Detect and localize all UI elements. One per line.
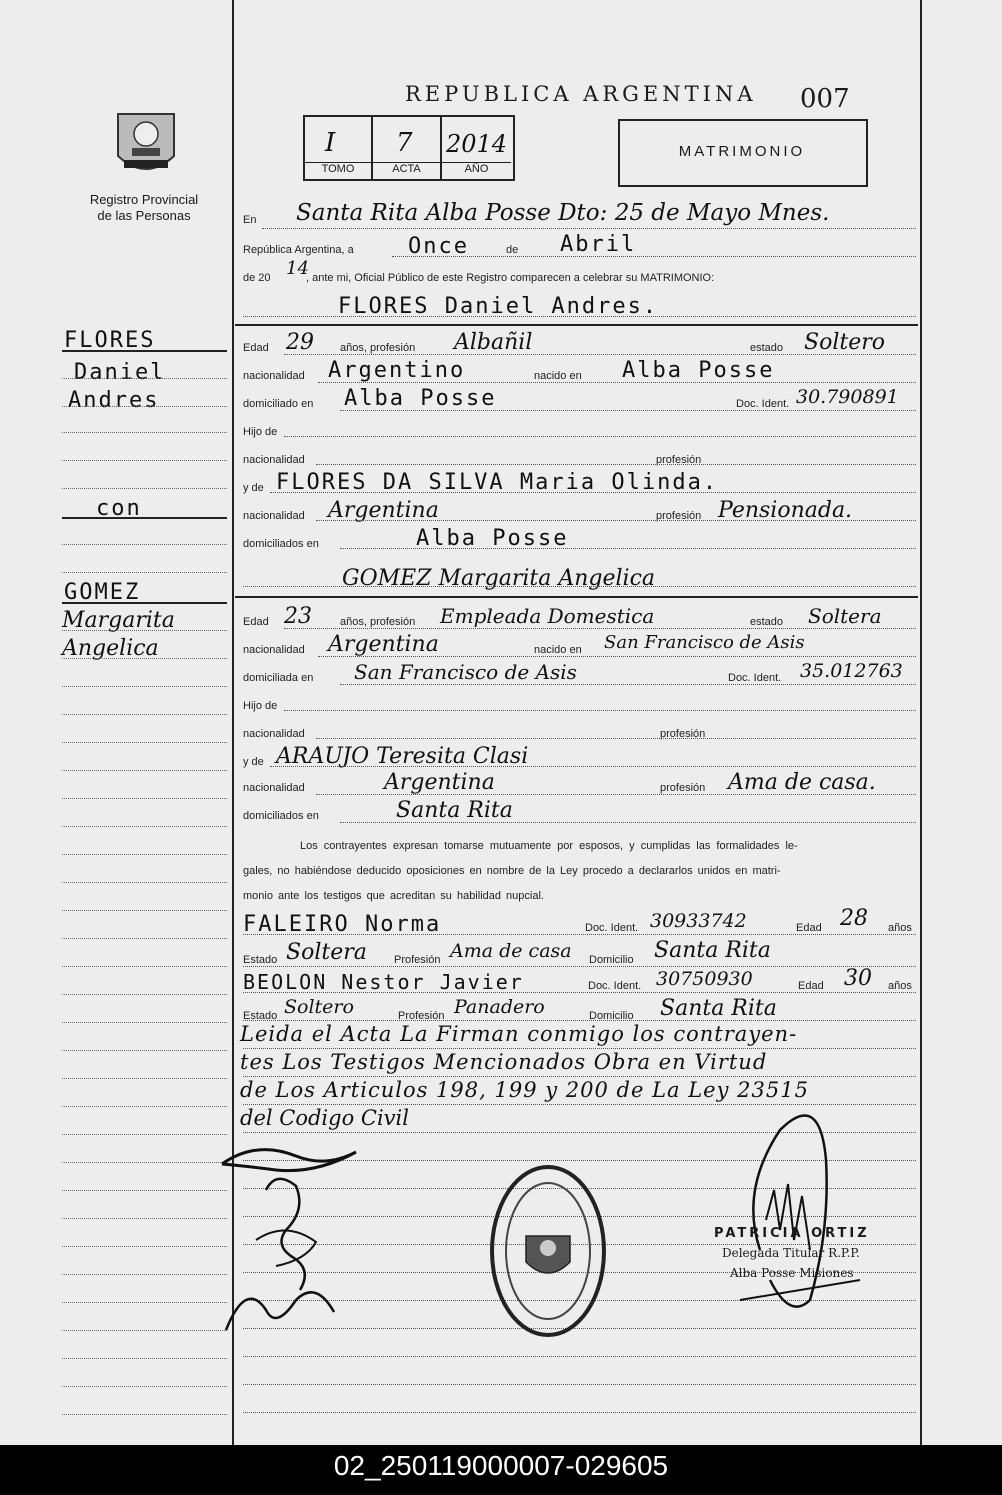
appearance-statement: , ante mi, Oficial Público de este Registro comparecen a celebrar su MATRIMONIO:	[306, 272, 715, 284]
spouse1-parents-domicile: Alba Posse	[416, 526, 569, 551]
rule-spouse2-3	[340, 684, 916, 685]
spouse2-edad-label: Edad	[243, 616, 269, 628]
spouse1-father-prof-label: profesión	[656, 454, 702, 466]
spouse2-full-name: GOMEZ Margarita Angelica	[342, 566, 656, 591]
closing-line1: Leida el Acta La Firman conmigo los contrayen-	[240, 1022, 798, 1046]
spouse2-hijo-label: Hijo de	[243, 700, 278, 712]
rule-spouse1-father	[284, 436, 916, 437]
witness1-doc-label: Doc. Ident.	[585, 922, 639, 934]
de-label: de	[506, 244, 519, 256]
year-prefix: de 20	[243, 272, 271, 284]
acta-value: 7	[396, 128, 413, 158]
spouse1-domicile: Alba Posse	[344, 386, 497, 411]
margin-spouse2-surname: GOMEZ	[64, 580, 141, 605]
rule-spouse1-name	[243, 316, 916, 317]
witness2-edad-label: Edad	[798, 980, 824, 992]
rule-spouse2-father-nat	[316, 738, 916, 739]
tomo-value: I	[325, 128, 336, 158]
margin-spouse2-name1: Margarita	[62, 608, 175, 633]
spouse1-profesion-label: años, profesión	[340, 342, 416, 354]
file-id: 02_250119000007-029605	[333, 1450, 669, 1481]
closing-line4: del Codigo Civil	[240, 1106, 409, 1130]
margin-spouse1-name1: Daniel	[74, 360, 166, 385]
spouse1-edad-label: Edad	[243, 342, 269, 354]
spouse2-parents-domicile: Santa Rita	[396, 798, 513, 823]
spouse1-mother-nationality: Argentina	[328, 498, 439, 523]
spouse2-estado-label: estado	[750, 616, 784, 628]
registry-name-line1: Registro Provincial	[89, 192, 199, 207]
spouse1-nacido-label: nacido en	[534, 370, 582, 382]
rule-spouse2-2	[318, 656, 916, 657]
rule-spouse1-mother-nat	[316, 520, 916, 521]
spouse1-estado-label: estado	[750, 342, 784, 354]
closing-line2: tes Los Testigos Mencionados Obra en Virtud	[240, 1050, 768, 1074]
rule-spouse2-name	[243, 586, 916, 587]
spouse2-parents-dom-label: domiciliados en	[243, 810, 319, 822]
spouse2-mother-nat-label: nacionalidad	[243, 782, 305, 794]
spouse1-father-nat-label: nacionalidad	[243, 454, 305, 466]
margin-underline-1	[62, 350, 227, 352]
registry-seal-stamp	[488, 1162, 608, 1340]
spouse2-nacionalidad-label: nacionalidad	[243, 644, 305, 656]
spouse2-mother-profession: Ama de casa.	[728, 770, 876, 795]
spouse1-mother-profession: Pensionada.	[718, 498, 853, 523]
rule-spouse1-3	[340, 410, 916, 411]
margin-underline-3	[62, 602, 227, 604]
spouse1-yde-label: y de	[243, 482, 264, 494]
spouse1-doc-number: 30.790891	[796, 386, 899, 408]
witness2-domicile: Santa Rita	[660, 996, 777, 1021]
officer-stamp-name: PATRICIA ORTIZ	[714, 1226, 870, 1241]
closing-line3: de Los Articulos 198, 199 y 200 de La Ley 23515	[240, 1078, 809, 1102]
spouse2-domicile: San Francisco de Asis	[354, 660, 577, 684]
witness1-age: 28	[840, 906, 868, 931]
ceremony-month: Abril	[560, 232, 637, 257]
tomo-label: TOMO	[305, 162, 371, 175]
rule-spouse1-father-nat	[316, 464, 916, 465]
spouse2-father-nat-label: nacionalidad	[243, 728, 305, 740]
spouse2-mother-prof-label: profesión	[660, 782, 706, 794]
spouse1-profession: Albañil	[454, 330, 533, 355]
spouse2-yde-label: y de	[243, 756, 264, 768]
spouse2-section-divider	[235, 596, 918, 598]
margin-spouse1-name2: Andres	[68, 388, 160, 413]
spouse2-mother-nationality: Argentina	[384, 770, 495, 795]
rule-spouse1-2	[318, 382, 916, 383]
acta-label: ACTA	[373, 162, 440, 175]
witness2-age: 30	[844, 966, 872, 991]
witness2-doc: 30750930	[656, 968, 753, 990]
declaration-line1: Los contrayentes expresan tomarse mutuamente por esposos, y cumplidas las formalidades le-	[300, 840, 798, 852]
officer-stamp-place: Alba Posse Misiones	[730, 1266, 854, 1280]
registry-name-line2: de las Personas	[97, 208, 191, 223]
country-heading: REPUBLICA ARGENTINA	[405, 82, 757, 106]
witness2-status: Soltero	[284, 996, 354, 1018]
witness2-doc-label: Doc. Ident.	[588, 980, 642, 992]
spouse1-mother-nat-label: nacionalidad	[243, 510, 305, 522]
rule-spouse2-father	[284, 710, 916, 711]
anio-value: 2014	[446, 130, 508, 158]
rule-spouse1-mother	[270, 492, 916, 493]
spouse1-mother-name: FLORES DA SILVA Maria Olinda.	[276, 470, 719, 495]
file-id-bar	[0, 1445, 1002, 1495]
witness2-domicilio-label: Domicilio	[589, 1010, 634, 1022]
rule-spouse1-parents-dom	[340, 548, 916, 549]
ceremony-place: Santa Rita Alba Posse Dto: 25 de Mayo Mnes.	[296, 200, 830, 226]
witness1-estado-label: Estado	[243, 954, 278, 966]
spouse2-profession: Empleada Domestica	[440, 604, 655, 628]
rule-spouse2-mother	[270, 766, 916, 767]
witness2-profesion-label: Profesión	[398, 1010, 445, 1022]
rule-witness1-2	[243, 966, 916, 967]
rule-witness2-1	[243, 992, 916, 993]
spouse1-section-divider	[235, 324, 918, 326]
spouse1-mother-prof-label: profesión	[656, 510, 702, 522]
spouse1-parents-dom-label: domiciliados en	[243, 538, 319, 550]
spouse2-doc-number: 35.012763	[800, 660, 903, 682]
spouse2-mother-name: ARAUJO Teresita Clasi	[276, 744, 529, 769]
margin-spouse1-surname: FLORES	[64, 328, 156, 353]
spouse1-nacionalidad-label: nacionalidad	[243, 370, 305, 382]
witness1-anos-label: años	[888, 922, 912, 934]
witness1-name: FALEIRO Norma	[243, 912, 442, 937]
signatures-block	[216, 1130, 366, 1350]
witness2-estado-label: Estado	[243, 1010, 278, 1022]
spouse2-father-prof-label: profesión	[660, 728, 706, 740]
rule-spouse1-1	[284, 354, 916, 355]
right-page-border	[920, 0, 922, 1445]
republica-label: República Argentina, a	[243, 244, 354, 256]
margin-spouse2-name2: Angelica	[62, 636, 159, 661]
witness2-profession: Panadero	[454, 996, 545, 1018]
rule-witness1-1	[243, 934, 916, 935]
rule-place	[262, 228, 916, 229]
spouse1-hijo-label: Hijo de	[243, 426, 278, 438]
spouse1-full-name: FLORES Daniel Andres.	[338, 294, 659, 319]
spouse1-birthplace: Alba Posse	[622, 358, 775, 383]
declaration-line3: monio ante los testigos que acreditan su habilidad nupcial.	[243, 890, 544, 902]
officer-stamp-title: Delegada Titular R.P.P.	[722, 1246, 860, 1260]
page-number: 007	[800, 84, 850, 114]
witness1-edad-label: Edad	[796, 922, 822, 934]
rule-spouse2-mother-nat	[316, 794, 916, 795]
witness1-status: Soltera	[286, 940, 367, 965]
witness1-profession: Ama de casa	[450, 940, 572, 962]
spouse2-doc-label: Doc. Ident.	[728, 672, 782, 684]
margin-underline-2	[62, 517, 227, 519]
ceremony-day: Once	[408, 234, 469, 259]
declaration-line2: gales, no habiéndose deducido oposiciones en nombre de la Ley procedo a declararlos unidos en matri-	[243, 865, 781, 877]
margin-connector: con	[96, 496, 142, 521]
witness2-anos-label: años	[888, 980, 912, 992]
en-label: En	[243, 214, 257, 226]
act-type-title: MATRIMONIO	[678, 143, 806, 160]
ceremony-year: 14	[286, 258, 309, 279]
witness1-domicilio-label: Domicilio	[589, 954, 634, 966]
rule-witness2-2	[243, 1020, 916, 1021]
spouse2-status: Soltera	[808, 604, 882, 628]
spouse2-profesion-label: años, profesión	[340, 616, 416, 628]
rule-spouse2-parents-dom	[340, 822, 916, 823]
witness1-domicile: Santa Rita	[654, 938, 771, 963]
rule-spouse2-1	[284, 628, 916, 629]
spouse2-age: 23	[284, 604, 312, 629]
spouse2-nacido-label: nacido en	[534, 644, 582, 656]
anio-label: AÑO	[442, 162, 511, 175]
rule-date	[392, 256, 916, 257]
spouse1-nationality: Argentino	[328, 358, 466, 383]
spouse2-nationality: Argentina	[328, 632, 439, 657]
witness1-profesion-label: Profesión	[394, 954, 441, 966]
spouse2-domiciliada-label: domiciliada en	[243, 672, 314, 684]
witness1-doc: 30933742	[650, 910, 747, 932]
spouse1-doc-label: Doc. Ident.	[736, 398, 790, 410]
spouse1-status: Soltero	[804, 330, 885, 355]
registry-logo	[110, 104, 182, 182]
spouse2-birthplace: San Francisco de Asis	[604, 632, 805, 653]
witness2-name: BEOLON Nestor Javier	[243, 970, 524, 994]
spouse1-age: 29	[286, 330, 314, 355]
spouse1-domiciliado-label: domiciliado en	[243, 398, 314, 410]
officer-signature	[730, 1100, 870, 1320]
